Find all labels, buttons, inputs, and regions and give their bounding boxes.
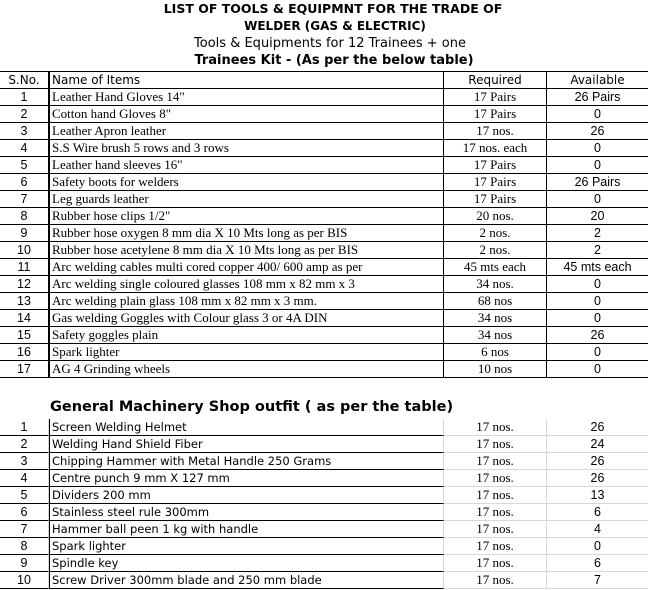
cell-available[interactable]: 2: [547, 225, 648, 242]
table-row: [0, 453, 648, 470]
table-row: [0, 419, 648, 436]
cell-required[interactable]: 34 nos.: [444, 276, 547, 293]
table-row: [0, 327, 648, 344]
cell-required[interactable]: 17 nos. each: [444, 140, 547, 157]
cell-required[interactable]: 17 Pairs: [444, 191, 547, 208]
cell-available[interactable]: 0: [547, 538, 648, 555]
subtitle: Tools & Equipments for 12 Trainees + one: [194, 36, 466, 51]
cell-name[interactable]: Rubber hose acetylene 8 mm dia X 10 Mts long as per BIS: [49, 242, 444, 259]
cell-available[interactable]: 2: [547, 242, 648, 259]
table-row: [0, 521, 648, 538]
cell-required[interactable]: 2 nos.: [444, 225, 547, 242]
table-row: [0, 89, 648, 106]
cell-sno[interactable]: 12: [0, 276, 49, 293]
table-row: [0, 436, 648, 453]
cell-name[interactable]: Safety boots for welders: [49, 174, 444, 191]
cell-required[interactable]: 34 nos: [444, 327, 547, 344]
cell-available[interactable]: 4: [547, 521, 648, 538]
cell-sno[interactable]: 14: [0, 310, 49, 327]
cell-available[interactable]: 0: [547, 276, 648, 293]
cell-sno[interactable]: 5: [0, 157, 49, 174]
cell-sno[interactable]: 8: [0, 208, 49, 225]
cell-required[interactable]: 17 Pairs: [444, 157, 547, 174]
cell-required[interactable]: 17 Pairs: [444, 174, 547, 191]
cell-sno[interactable]: 10: [0, 242, 49, 259]
column-header-required[interactable]: Required: [444, 71, 547, 89]
cell-name[interactable]: Screen Welding Helmet: [49, 419, 444, 436]
cell-name[interactable]: Rubber hose clips 1/2": [49, 208, 444, 225]
cell-available[interactable]: 0: [547, 157, 648, 174]
cell-sno[interactable]: 4: [0, 470, 49, 487]
table-row: [0, 157, 648, 174]
cell-sno[interactable]: 7: [0, 521, 49, 538]
cell-required[interactable]: 34 nos: [444, 310, 547, 327]
column-header-available[interactable]: Available: [547, 71, 648, 89]
cell-required[interactable]: 17 nos.: [444, 436, 547, 453]
cell-name[interactable]: Stainless steel rule 300mm: [49, 504, 444, 521]
cell-required[interactable]: 2 nos.: [444, 242, 547, 259]
table-row: [0, 487, 648, 504]
cell-required[interactable]: 6 nos: [444, 344, 547, 361]
sheet-title: LIST OF TOOLS & EQUIPMNT FOR THE TRADE OF: [163, 1, 503, 16]
cell-sno[interactable]: 2: [0, 106, 49, 123]
section-title-machinery: General Machinery Shop outfit ( as per the table): [50, 399, 454, 415]
cell-available[interactable]: 26: [547, 470, 648, 487]
trade-title: WELDER (GAS & ELECTRIC): [244, 19, 426, 33]
cell-name[interactable]: Welding Hand Shield Fiber: [49, 436, 444, 453]
cell-sno[interactable]: 1: [0, 419, 49, 436]
cell-name[interactable]: S.S Wire brush 5 rows and 3 rows: [49, 140, 444, 157]
cell-available[interactable]: 0: [547, 344, 648, 361]
cell-available[interactable]: 0: [547, 106, 648, 123]
cell-sno[interactable]: 13: [0, 293, 49, 310]
cell-sno[interactable]: 15: [0, 327, 49, 344]
table-row: [0, 106, 648, 123]
cell-name[interactable]: Arc welding plain glass 108 mm x 82 mm x 3 mm.: [49, 293, 444, 310]
cell-sno[interactable]: 11: [0, 259, 49, 276]
cell-name[interactable]: Safety goggles plain: [49, 327, 444, 344]
cell-name[interactable]: Leather Hand Gloves 14": [49, 89, 444, 106]
cell-name[interactable]: Chipping Hammer with Metal Handle 250 Grams: [49, 453, 444, 470]
cell-available[interactable]: 7: [547, 572, 648, 589]
cell-required[interactable]: 17 Pairs: [444, 106, 547, 123]
cell-sno[interactable]: 3: [0, 453, 49, 470]
column-header-sno[interactable]: S.No.: [0, 71, 49, 89]
cell-name[interactable]: Arc welding single coloured glasses 108 mm x 82 mm x 3: [49, 276, 444, 293]
cell-sno[interactable]: 6: [0, 504, 49, 521]
cell-available[interactable]: 26: [547, 419, 648, 436]
table-row: [0, 276, 648, 293]
table-row: [0, 123, 648, 140]
cell-name[interactable]: Spark lighter: [49, 344, 444, 361]
cell-required[interactable]: 10 nos: [444, 361, 547, 378]
cell-name[interactable]: AG 4 Grinding wheels: [49, 361, 444, 378]
cell-available[interactable]: 26: [547, 123, 648, 140]
cell-required[interactable]: 45 mts each: [444, 259, 547, 276]
cell-sno[interactable]: 16: [0, 344, 49, 361]
cell-required[interactable]: 17 nos.: [444, 487, 547, 504]
cell-required[interactable]: 17 Pairs: [444, 89, 547, 106]
table-row: [0, 538, 648, 555]
cell-available[interactable]: 13: [547, 487, 648, 504]
cell-required[interactable]: 17 nos.: [444, 419, 547, 436]
cell-sno[interactable]: 4: [0, 140, 49, 157]
cell-available[interactable]: 0: [547, 310, 648, 327]
cell-sno[interactable]: 10: [0, 572, 49, 589]
cell-name[interactable]: Hammer ball peen 1 kg with handle: [49, 521, 444, 538]
table-row: [0, 470, 648, 487]
cell-available[interactable]: 24: [547, 436, 648, 453]
cell-name[interactable]: Dividers 200 mm: [49, 487, 444, 504]
cell-required[interactable]: 17 nos.: [444, 123, 547, 140]
cell-sno[interactable]: 2: [0, 436, 49, 453]
cell-sno[interactable]: 3: [0, 123, 49, 140]
cell-required[interactable]: 17 nos.: [444, 470, 547, 487]
cell-required[interactable]: 17 nos.: [444, 453, 547, 470]
cell-name[interactable]: Centre punch 9 mm X 127 mm: [49, 470, 444, 487]
cell-required[interactable]: 17 nos.: [444, 572, 547, 589]
table-row: [0, 259, 648, 276]
cell-sno[interactable]: 1: [0, 89, 49, 106]
cell-sno[interactable]: 7: [0, 191, 49, 208]
cell-available[interactable]: 0: [547, 140, 648, 157]
cell-name[interactable]: Spark lighter: [49, 538, 444, 555]
cell-required[interactable]: 17 nos.: [444, 555, 547, 572]
cell-name[interactable]: Cotton hand Gloves 8": [49, 106, 444, 123]
cell-required[interactable]: 17 nos.: [444, 504, 547, 521]
column-header-row: [0, 71, 648, 89]
table-row: [0, 225, 648, 242]
cell-sno[interactable]: 9: [0, 555, 49, 572]
cell-name[interactable]: Spindle key: [49, 555, 444, 572]
cell-available[interactable]: 26: [547, 453, 648, 470]
cell-available[interactable]: 0: [547, 361, 648, 378]
cell-sno[interactable]: 6: [0, 174, 49, 191]
table-row: [0, 504, 648, 521]
table-row: [0, 555, 648, 572]
cell-required[interactable]: 17 nos.: [444, 538, 547, 555]
cell-sno[interactable]: 17: [0, 361, 49, 378]
table-row: [0, 242, 648, 259]
cell-name[interactable]: Screw Driver 300mm blade and 250 mm blade: [49, 572, 444, 589]
cell-available[interactable]: 6: [547, 504, 648, 521]
table-row: [0, 140, 648, 157]
cell-name[interactable]: Rubber hose oxygen 8 mm dia X 10 Mts long as per BIS: [49, 225, 444, 242]
cell-available[interactable]: 45 mts each: [547, 259, 648, 276]
cell-available[interactable]: 26: [547, 327, 648, 344]
table-row: [0, 361, 648, 378]
cell-available[interactable]: 6: [547, 555, 648, 572]
cell-available[interactable]: 0: [547, 293, 648, 310]
cell-name[interactable]: Gas welding Goggles with Colour glass 3 or 4A DIN: [49, 310, 444, 327]
table-row: [0, 344, 648, 361]
cell-required[interactable]: 20 nos.: [444, 208, 547, 225]
cell-available[interactable]: 26 Pairs: [547, 174, 648, 191]
cell-required[interactable]: 17 nos.: [444, 521, 547, 538]
cell-sno[interactable]: 9: [0, 225, 49, 242]
table-row: [0, 310, 648, 327]
cell-available[interactable]: 26 Pairs: [547, 89, 648, 106]
cell-name[interactable]: Leg guards leather: [49, 191, 444, 208]
table-row: [0, 293, 648, 310]
cell-name[interactable]: Leather Apron leather: [49, 123, 444, 140]
cell-available[interactable]: 20: [547, 208, 648, 225]
kit-title: Trainees Kit - (As per the below table): [194, 53, 474, 68]
cell-name[interactable]: Leather hand sleeves 16": [49, 157, 444, 174]
table-row: [0, 208, 648, 225]
column-header-name[interactable]: Name of Items: [49, 71, 444, 89]
cell-available[interactable]: 0: [547, 191, 648, 208]
cell-sno[interactable]: 8: [0, 538, 49, 555]
table-row: [0, 572, 648, 589]
cell-name[interactable]: Arc welding cables multi cored copper 400/ 600 amp as per: [49, 259, 444, 276]
table-row: [0, 174, 648, 191]
cell-sno[interactable]: 5: [0, 487, 49, 504]
table-row: [0, 191, 648, 208]
cell-required[interactable]: 68 nos: [444, 293, 547, 310]
